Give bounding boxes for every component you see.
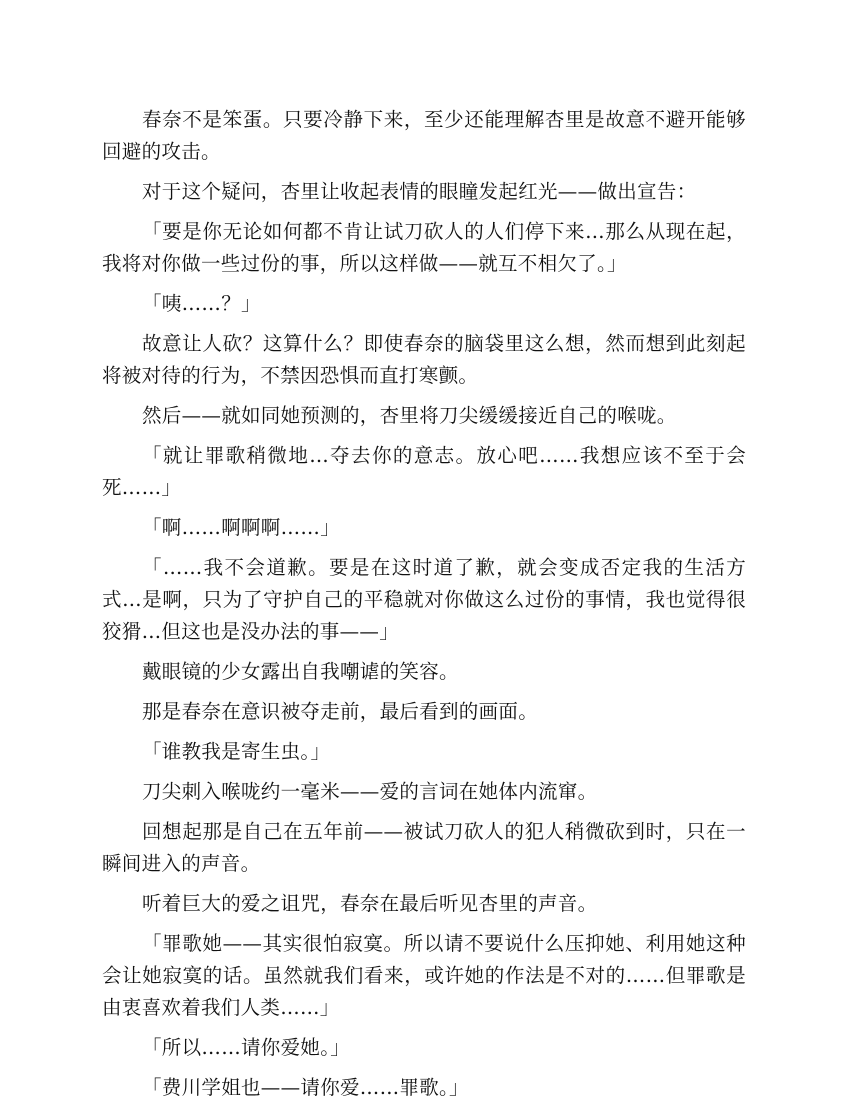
- paragraph: 故意让人砍？这算什么？即使春奈的脑袋里这么想，然而想到此刻起将被对待的行为，不禁因恐惧而直打寒颤。: [102, 332, 746, 387]
- paragraph: 然后——就如同她预测的，杏里将刀尖缓缓接近自己的喉咙。: [142, 404, 677, 427]
- paragraph: 戴眼镜的少女露出自我嘲谑的笑容。: [142, 660, 459, 683]
- paragraph: 刀尖刺入喉咙约一毫米——爱的言词在她体内流窜。: [142, 780, 598, 803]
- paragraph: 回想起那是自己在五年前——被试刀砍人的犯人稍微砍到时，只在一瞬间进入的声音。: [102, 820, 746, 875]
- paragraph: 春奈不是笨蛋。只要冷静下来，至少还能理解杏里是故意不避开能够回避的攻击。: [102, 108, 746, 163]
- paragraph: 「……我不会道歉。要是在这时道了歉，就会变成否定我的生活方式…是啊，只为了守护自己的平稳就对你做这么过份的事情，我也觉得很狡猾…但这也是没办法的事——」: [102, 556, 746, 643]
- paragraph: 「咦……？」: [142, 292, 261, 315]
- paragraph: 「罪歌她——其实很怕寂寞。所以请不要说什么压抑她、利用她这种会让她寂寞的话。虽然就我们看来，或许她的作法是不对的……但罪歌是由衷喜欢着我们人类……」: [102, 932, 746, 1019]
- paragraph: 「费川学姐也——请你爱……罪歌。」: [142, 1076, 469, 1099]
- paragraph: 「要是你无论如何都不肯让试刀砍人的人们停下来…那么从现在起，我将对你做一些过份的事，所以这样做——就互不相欠了。」: [102, 220, 746, 275]
- paragraph: 「就让罪歌稍微地…夺去你的意志。放心吧……我想应该不至于会死……」: [102, 444, 746, 499]
- paragraph: 那是春奈在意识被夺走前，最后看到的画面。: [142, 700, 539, 723]
- paragraph: 「谁教我是寄生虫。」: [142, 740, 331, 763]
- paragraph: 「啊……啊啊啊……」: [142, 516, 340, 539]
- paragraph: 「所以……请你爱她。」: [142, 1036, 351, 1059]
- paragraph: 听着巨大的爱之诅咒，春奈在最后听见杏里的声音。: [142, 892, 598, 915]
- paragraph: 对于这个疑问，杏里让收起表情的眼瞳发起红光——做出宣告：: [142, 180, 697, 203]
- document-page: [102, 104, 746, 1112]
